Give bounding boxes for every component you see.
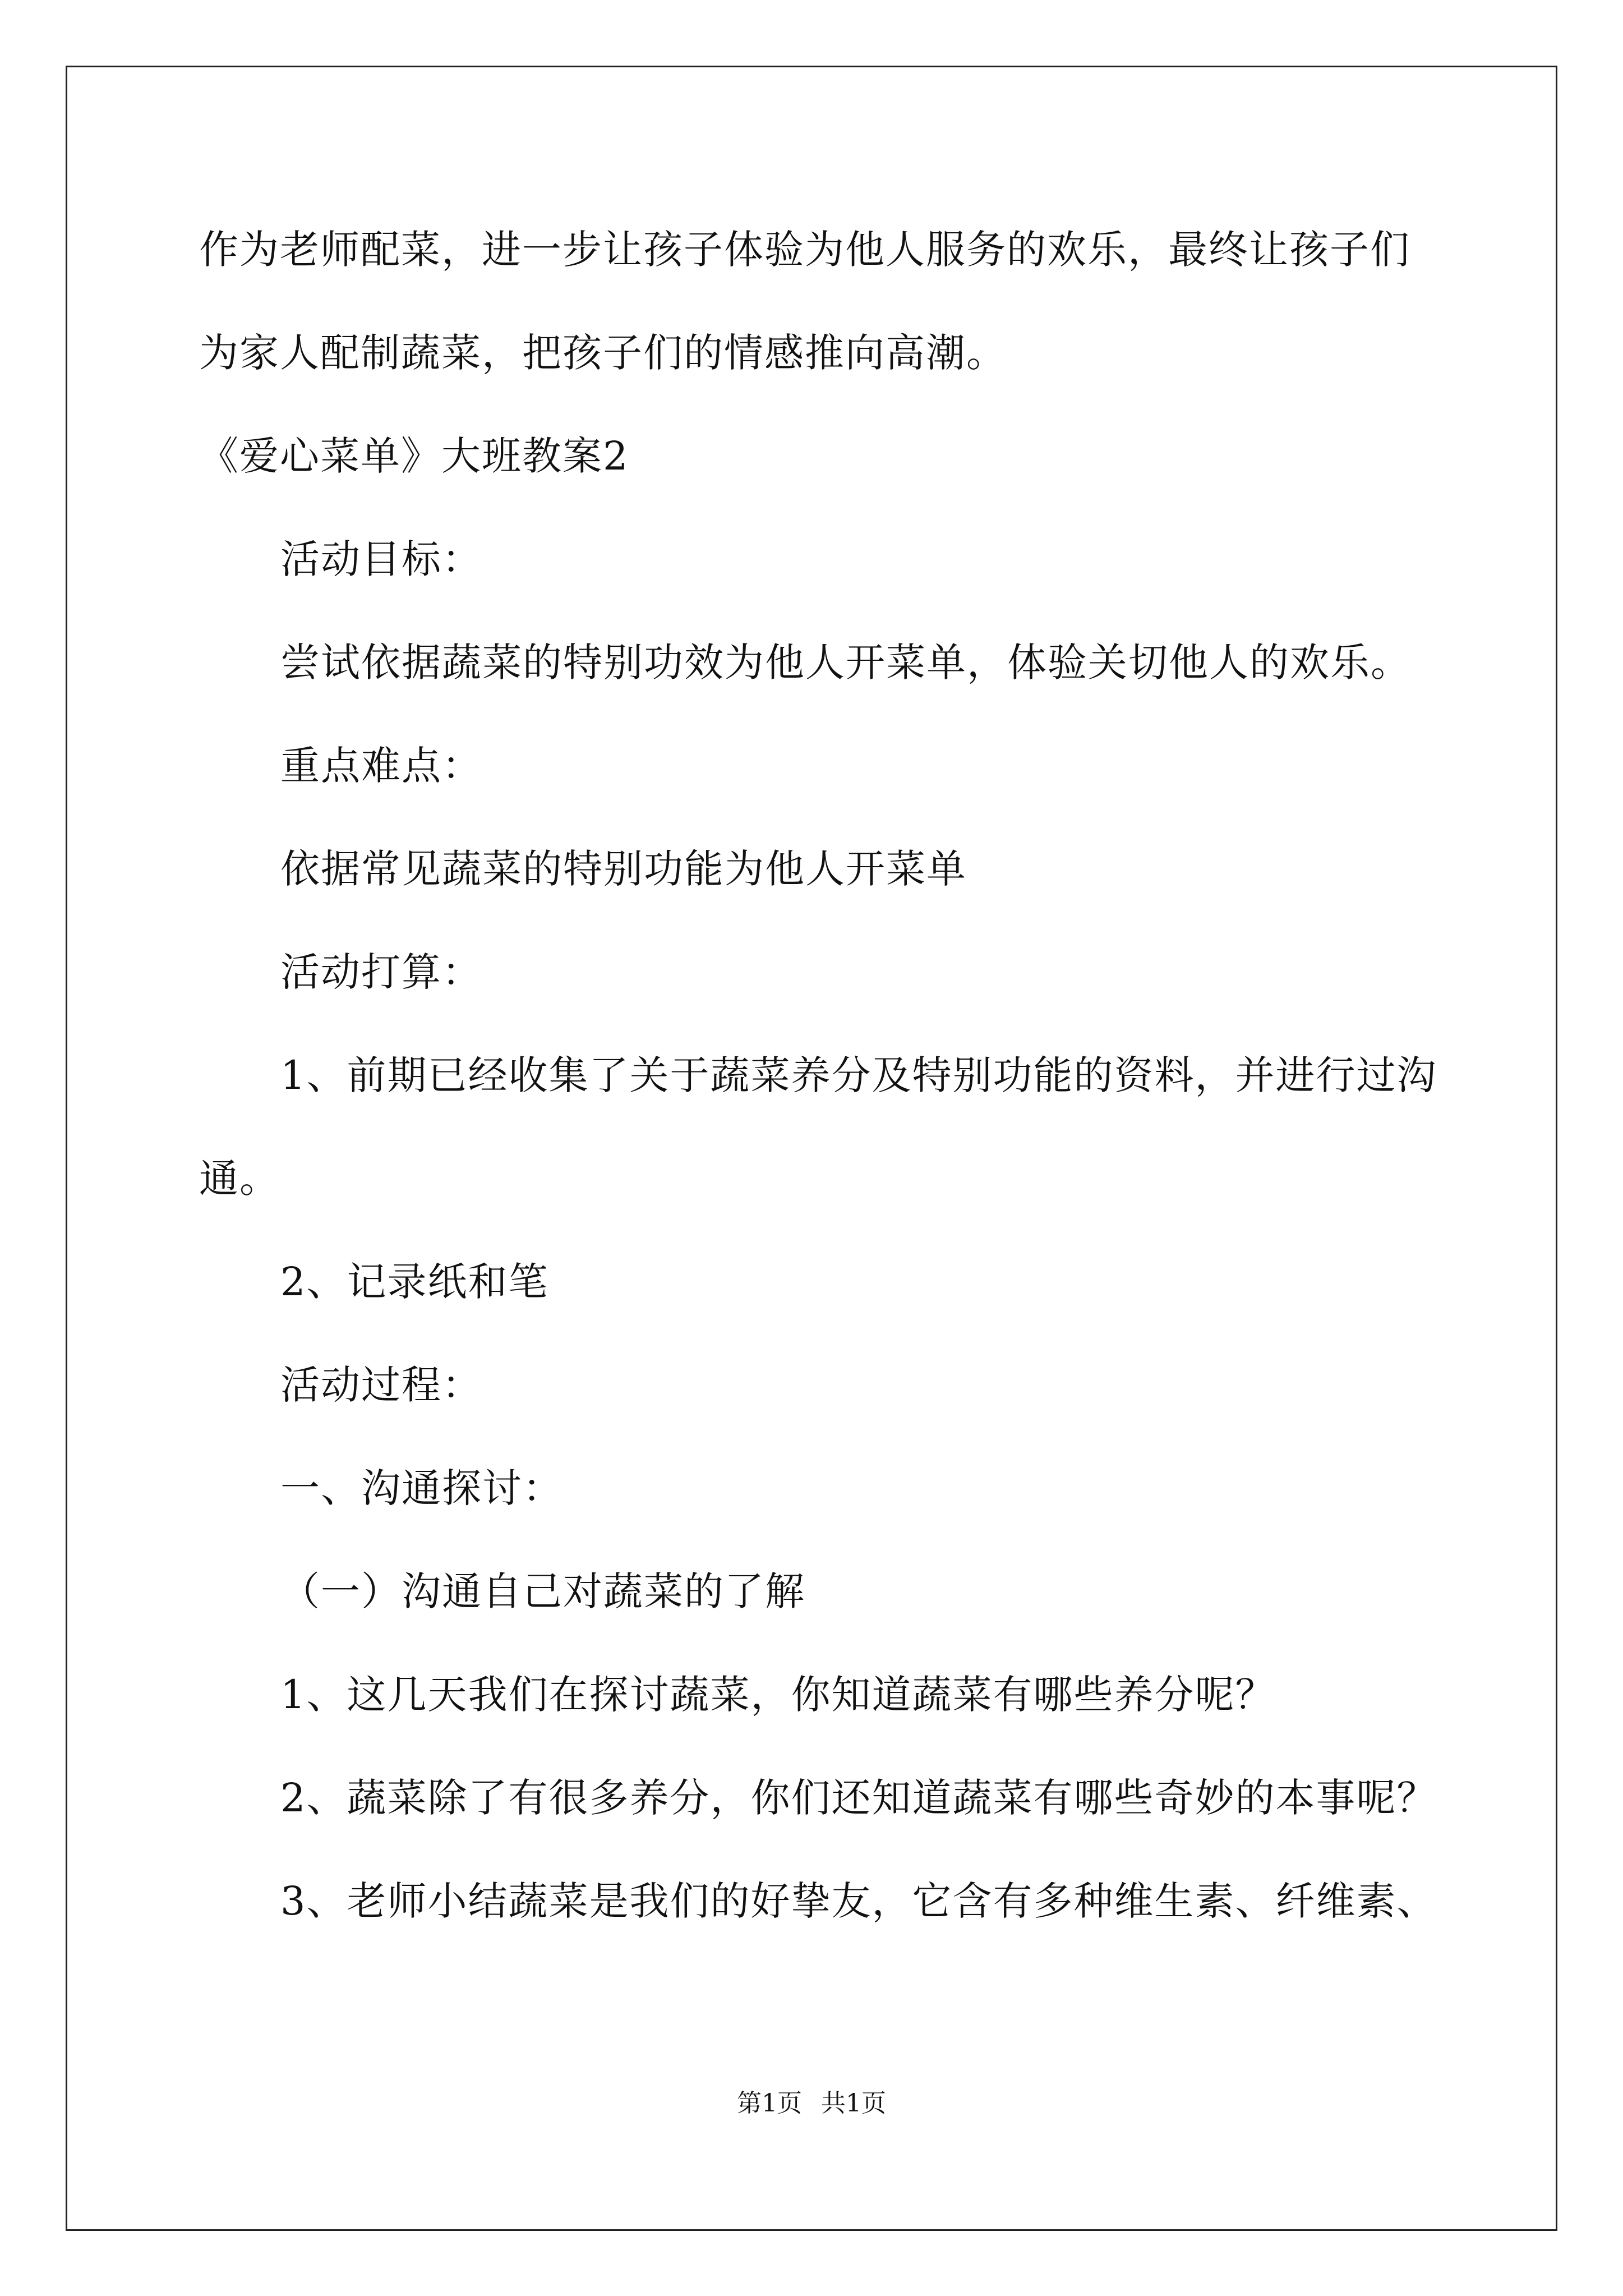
list-item: 1、前期已经收集了关于蔬菜养分及特别功能的资料，并进行过沟: [280, 1052, 1437, 1098]
section-heading: 《爱心菜单》大班教案2: [199, 433, 629, 479]
text-line: 作为老师配菜，进一步让孩子体验为他人服务的欢乐，最终让孩子们: [199, 227, 1410, 273]
page-number: 第1页: [737, 2089, 802, 2118]
subheading-preparation: 活动打算：: [280, 949, 482, 995]
list-item: 一、沟通探讨：: [280, 1465, 563, 1511]
subheading-process: 活动过程：: [280, 1362, 482, 1408]
text-line: 通。: [199, 1156, 280, 1202]
text-line: 尝试依据蔬菜的特别功效为他人开菜单，体验关切他人的欢乐。: [280, 639, 1411, 685]
list-item: 3、老师小结蔬菜是我们的好挚友，它含有多种维生素、纤维素、: [280, 1878, 1437, 1924]
text-line: 为家人配制蔬菜，把孩子们的情感推向高潮。: [199, 330, 1007, 376]
page-total: 共1页: [821, 2089, 886, 2118]
list-item: 2、蔬菜除了有很多养分，你们还知道蔬菜有哪些奇妙的本事呢？: [280, 1775, 1437, 1821]
list-item: 2、记录纸和笔: [280, 1259, 549, 1305]
subheading-goals: 活动目标：: [280, 536, 482, 582]
page-footer: [0, 2088, 1623, 2119]
text-line: 依据常见蔬菜的特别功能为他人开菜单: [280, 846, 967, 892]
subheading-key-points: 重点难点：: [280, 743, 482, 789]
list-item: 1、这几天我们在探讨蔬菜，你知道蔬菜有哪些养分呢？: [280, 1672, 1276, 1718]
list-item: （一）沟通自己对蔬菜的了解: [280, 1568, 805, 1614]
